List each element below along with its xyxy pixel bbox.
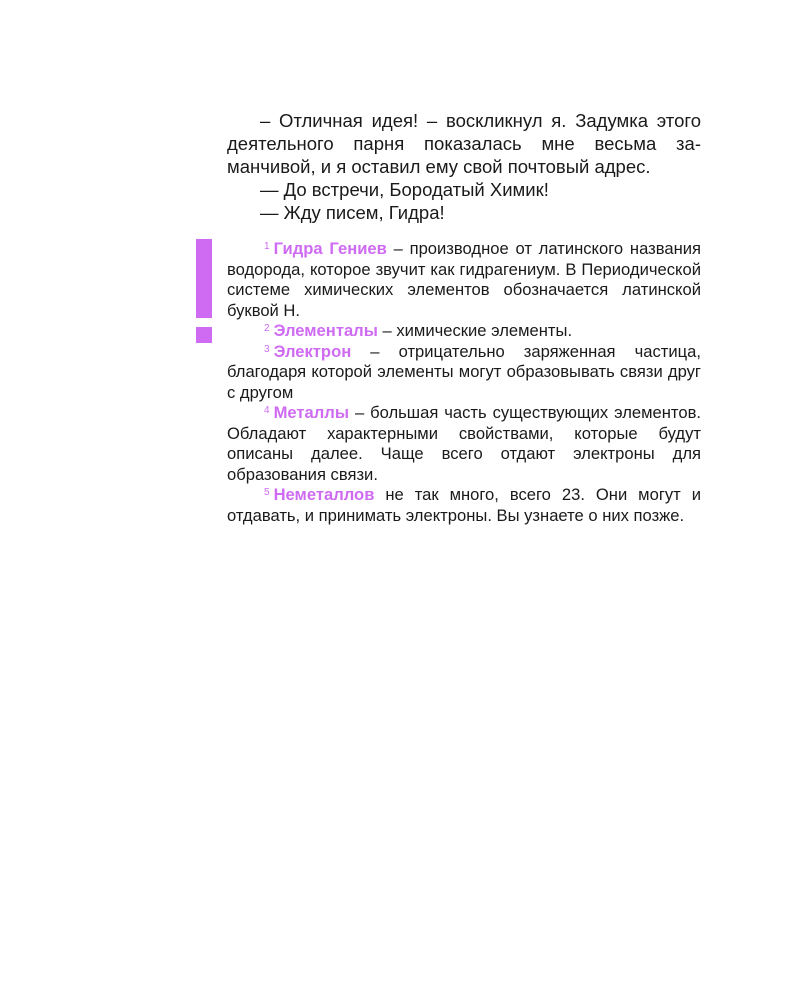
footnotes-block xyxy=(227,239,701,526)
footnote xyxy=(227,342,701,404)
footnote-number: 1 xyxy=(264,241,270,252)
footnote xyxy=(227,485,701,526)
footnote-text: – отрицательно заряженная частица, благодаря которой элементы могут образовывать связи друг с другом xyxy=(227,341,701,402)
dialogue-line: — Жду писем, Гидра! xyxy=(260,202,445,223)
footnote-number: 2 xyxy=(264,323,270,334)
footnote-term: Гидра Гениев xyxy=(273,239,387,258)
footnote-number: 5 xyxy=(264,487,270,498)
exclamation-dot-icon xyxy=(196,327,212,343)
footnote-text: не так много, всего 23. Они могут и отдавать, и принимать электроны. Вы узнаете о них позже. xyxy=(227,485,701,525)
footnote-term: Электрон xyxy=(273,341,352,361)
dialogue-block xyxy=(227,109,701,224)
footnote-term: Металлы xyxy=(273,403,350,422)
footnote-text: – производное от латинского названия водорода, которое звучит как гидрагениум. В Периодической системе химических элементов обозначается латинской буквой H. xyxy=(227,239,701,320)
footnote-term: Элементалы xyxy=(273,321,378,340)
footnote xyxy=(227,403,701,485)
footnote xyxy=(227,321,701,342)
footnote-number: 4 xyxy=(264,405,270,416)
footnote-number: 3 xyxy=(264,343,270,355)
footnote xyxy=(227,239,701,321)
footnote-text: – большая часть существующих элементов. Обладают характерными свойствами, которые будут описаны далее. Чаще всего отдают электроны для образования связи. xyxy=(227,403,701,484)
footnote-term: Неметаллов xyxy=(273,485,375,504)
dialogue-line: — До встречи, Бородатый Химик! xyxy=(260,179,549,200)
exclamation-bar-icon xyxy=(196,239,212,318)
dialogue-line: – Отличная идея! – воскликнул я. Задумка этого деятельного парня показалась мне весьма заманчивой, и я оставил ему свой почтовый адрес. xyxy=(227,110,701,177)
footnote-text: – химические элементы. xyxy=(377,321,573,340)
